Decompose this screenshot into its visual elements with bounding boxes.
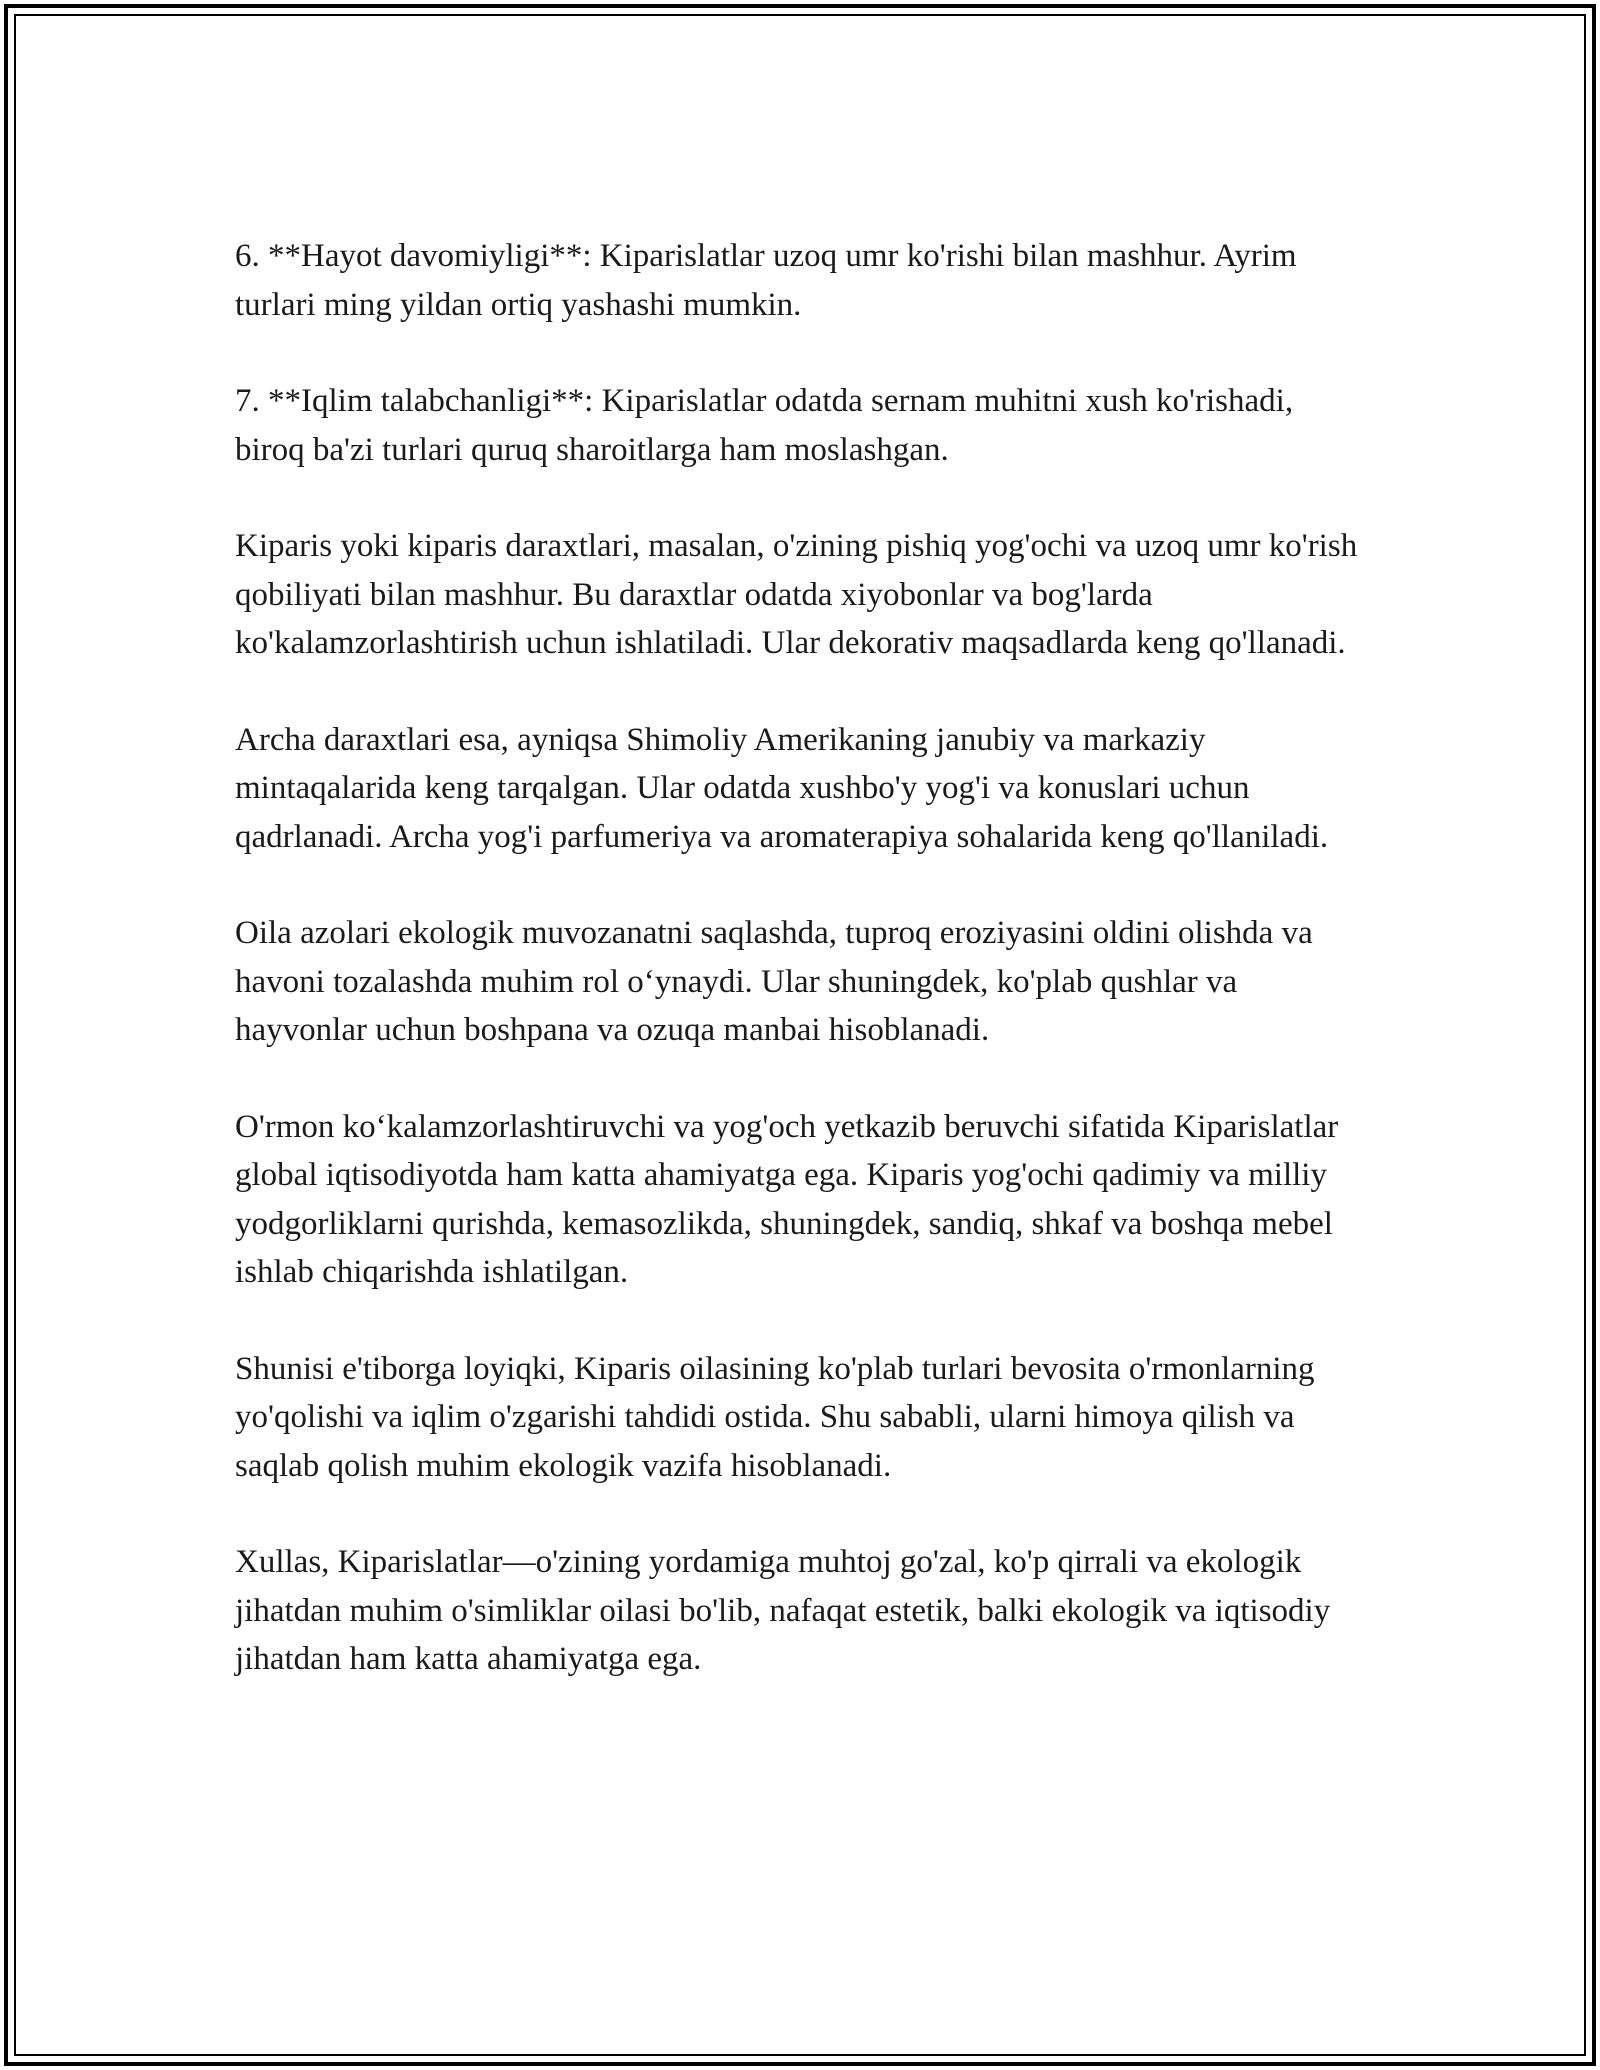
paragraph-climate: 7. **Iqlim talabchanligi**: Kiparislatlar odatda sernam muhitni xush ko'rishadi, biroq ba'zi turlari quruq sharoitlarga ham moslashgan.: [235, 383, 1294, 468]
paragraph-conclusion: Xullas, Kiparislatlar—o'zining yordamiga muhtoj go'zal, ko'p qirrali va ekologik jihatdan muhim o'simliklar oilasi bo'lib, nafaqat estetik, balki ekologik va iqtisodiy jihatdan ham katta ahamiyatga ega.: [235, 1544, 1331, 1677]
paragraph-juniper: Archa daraxtlari esa, ayniqsa Shimoliy Amerikaning janubiy va markaziy mintaqalarida keng tarqalgan. Ular odatda xushbo'y yog'i va konuslari uchun qadrlanadi. Archa yog'i parfumeriya va aromaterapiya sohalarida keng qo'llaniladi.: [235, 721, 1329, 855]
paragraph-threats: Shunisi e'tiborga loyiqki, Kiparis oilasining ko'plab turlari bevosita o'rmonlarning yo'qolishi va iqlim o'zgarishi tahdidi ostida. Shu sababli, ularni himoya qilish va saqlab qolish muhim ekologik vazifa hisoblanadi.: [235, 1350, 1315, 1484]
paragraph-economy: O'rmon ko‘kalamzorlashtiruvchi va yog'och yetkazib beruvchi sifatida Kiparislatlar global iqtisodiyotda ham katta ahamiyatga ega. Kiparis yog'ochi qadimiy va milliy yodgorliklarni qurishda, kemasozlikda, shuningdek, sandiq, shkaf va boshqa mebel ishlab chiqarishda ishlatilgan.: [235, 1108, 1339, 1290]
paragraph-cypress: Kiparis yoki kiparis daraxtlari, masalan, o'zining pishiq yog'ochi va uzoq umr ko'rish qobiliyati bilan mashhur. Bu daraxtlar odatda xiyobonlar va bog'larda ko'kalamzorlashtirish uchun ishlatiladi. Ular dekorativ maqsadlarda keng qo'llanadi.: [235, 528, 1358, 661]
paragraph-lifespan: 6. **Hayot davomiyligi**: Kiparislatlar uzoq umr ko'rishi bilan mashhur. Ayrim turlari ming yildan ortiq yashashi mumkin.: [235, 238, 1297, 323]
document-body: [235, 232, 1370, 1732]
paragraph-ecology: Oila azolari ekologik muvozanatni saqlashda, tuproq eroziyasini oldini olishda va havoni tozalashda muhim rol o‘ynaydi. Ular shuningdek, ko'plab qushlar va hayvonlar uchun boshpana va ozuqa manbai hisoblanadi.: [235, 915, 1313, 1048]
